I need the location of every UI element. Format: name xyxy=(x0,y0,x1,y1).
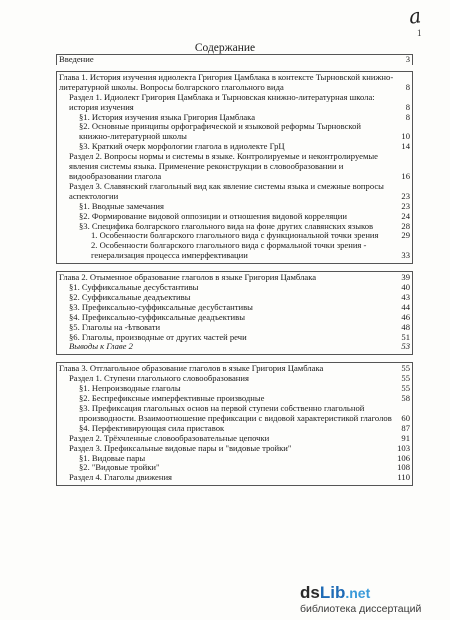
toc-entry xyxy=(59,55,410,65)
toc-entry-page: 8 xyxy=(405,81,410,92)
toc-entry xyxy=(59,93,410,113)
watermark-subtitle: библиотека диссертаций xyxy=(300,603,422,615)
toc-entry-text: §2. Беспрефиксные имперфективные производные xyxy=(79,393,265,404)
toc-entry-text: §2. Суффиксальные деадъективы xyxy=(69,291,191,302)
toc-entry-page: 87 xyxy=(401,422,410,433)
toc-entry-page: 106 xyxy=(397,452,410,463)
toc-entry-text: Раздел 1. Идиолект Григория Цамблака и Тырновская книжно-литературная школа: история изучения xyxy=(69,91,375,112)
toc-entry-page: 103 xyxy=(397,442,410,453)
page-number: 1 xyxy=(417,28,422,38)
toc-entry-text: §4. Префиксально-суффиксальные деадъективы xyxy=(69,311,245,322)
toc-entry xyxy=(59,182,410,202)
toc-entry-text: §2. Формирование видовой оппозиции и отношения видовой корреляции xyxy=(79,210,347,221)
toc-entry-text: Раздел 3. Славянский глагольный вид как явление системы языка и смежные вопросы аспектологии xyxy=(69,180,384,201)
toc-entry-text: Раздел 3. Префиксальные видовые пары и "видовые тройки" xyxy=(69,442,292,453)
toc-entry xyxy=(59,241,410,261)
toc-entry-page: 16 xyxy=(401,170,410,181)
toc-entry-text: Введение xyxy=(59,54,94,64)
toc-entry xyxy=(59,73,410,93)
toc-entry xyxy=(59,342,410,352)
toc-entry-text: 2. Особенности болгарского глагольного вида с формальной точки зрения - генерализация процесса имперфективации xyxy=(91,240,367,261)
toc-entry-page: 46 xyxy=(401,311,410,322)
page-title: Содержание xyxy=(194,42,256,54)
logo-ds: ds xyxy=(300,583,320,602)
toc-entry-text: Раздел 1. Ступени глагольного словообразования xyxy=(69,373,249,384)
toc-entry-text: §5. Глаголы на -ѣтвовати xyxy=(69,321,161,332)
toc-entry-text: §1. История изучения языка Григория Цамблака xyxy=(79,111,256,122)
toc-entry-text: §6. Глаголы, производные от других частей речи xyxy=(69,331,247,342)
logo-net: .net xyxy=(345,585,371,601)
toc-entry-page: 53 xyxy=(401,341,410,352)
toc-entry-text: Раздел 2. Вопросы нормы и системы в языке. Контролируемые и неконтролируемые явления системы языка. Применение реконструкции в словообразовании и видообразовании глагола xyxy=(69,151,378,181)
toc-entry-text: Раздел 2. Трёхчленные словообразовательные цепочки xyxy=(69,432,270,443)
toc-entry-text: Раздел 4. Глаголы движения xyxy=(69,472,172,483)
toc-entry-text: Глава 2. Отыменное образование глаголов в языке Григория Цамблака xyxy=(59,272,317,283)
toc-entry-text: §4. Перфективирующая сила приставок xyxy=(79,422,225,433)
toc-chapter-3 xyxy=(56,362,413,486)
watermark xyxy=(300,583,450,620)
toc-entry-page: 40 xyxy=(401,282,410,293)
handwritten-mark: a xyxy=(407,3,423,29)
toc-entry-page: 29 xyxy=(401,230,410,241)
toc-chapter-2 xyxy=(56,271,413,355)
toc-entry-text: §3. Префиксально-суффиксальные десубстантивы xyxy=(69,301,253,312)
toc-entry-text: §2. Основные принципы орфографической и языковой реформы Тырновской книжно-литературной школы xyxy=(79,121,362,142)
toc-chapter-1 xyxy=(56,71,413,264)
toc-entry-page: 8 xyxy=(405,101,410,112)
toc-entry-page: 43 xyxy=(401,291,410,302)
toc-entry-page: 24 xyxy=(401,210,410,221)
toc-intro xyxy=(56,54,413,65)
toc-entry-page: 55 xyxy=(401,383,410,394)
toc-entry-page: 51 xyxy=(401,331,410,342)
toc-entry-text: Глава 1. История изучения идиолекта Григория Цамблака в контексте Тырновской книжно-литературной школы. Вопросы болгарского глагольного вида xyxy=(59,71,394,92)
toc-entry-page: 23 xyxy=(401,200,410,211)
toc-entry-page: 110 xyxy=(397,472,410,483)
toc-entry-page: 33 xyxy=(401,250,410,261)
toc-entry-page: 10 xyxy=(401,131,410,142)
toc-entry-page: 14 xyxy=(401,141,410,152)
toc-entry-text: §1. Вводные замечания xyxy=(79,200,164,211)
toc-entry-page: 55 xyxy=(401,363,410,374)
toc-entry-text: §1. Непроизводные глаголы xyxy=(79,383,181,394)
toc-entry-page: 8 xyxy=(405,111,410,122)
table-of-contents xyxy=(56,54,413,493)
toc-entry-page: 3 xyxy=(405,54,410,64)
toc-entry-page: 60 xyxy=(401,412,410,423)
toc-entry xyxy=(59,212,410,222)
toc-entry-page: 48 xyxy=(401,321,410,332)
toc-entry xyxy=(59,473,410,483)
toc-entry-text: §2. "Видовые тройки" xyxy=(79,462,160,473)
toc-entry-text: §3. Краткий очерк морфологии глагола в идиолекте ГрЦ xyxy=(79,141,285,152)
toc-entry-text: Глава 3. Отглагольное образование глаголов в языке Григория Цамблака xyxy=(59,363,324,374)
toc-entry-text: §3. Специфика болгарского глагольного вида на фоне других славянских языков xyxy=(79,220,374,231)
toc-entry-text: §3. Префиксация глагольных основ на первой ступени собственно глагольной производности. Взаимоотношение префиксации с видовой характеристикой глаголов xyxy=(79,403,392,423)
toc-entry-page: 108 xyxy=(397,462,410,473)
toc-entry xyxy=(59,122,410,142)
toc-entry-text: Выводы к Главе 2 xyxy=(69,341,133,352)
toc-entry-page: 58 xyxy=(401,393,410,404)
toc-entry-page: 23 xyxy=(401,190,410,201)
toc-entry-page: 39 xyxy=(401,272,410,283)
toc-entry-page: 91 xyxy=(401,432,410,443)
toc-entry-text: 1. Особенности болгарского глагольного вида с функциональной точки зрения xyxy=(91,230,379,241)
toc-entry-text: §1. Суффиксальные десубстантивы xyxy=(69,282,199,293)
dslib-logo xyxy=(300,583,370,603)
toc-entry-page: 55 xyxy=(401,373,410,384)
toc-entry xyxy=(59,152,410,182)
logo-lib: Lib xyxy=(319,583,346,602)
toc-entry-page: 28 xyxy=(401,220,410,231)
toc-entry-page: 44 xyxy=(401,301,410,312)
toc-entry xyxy=(59,404,410,424)
toc-entry-text: §1. Видовые пары xyxy=(79,452,146,463)
